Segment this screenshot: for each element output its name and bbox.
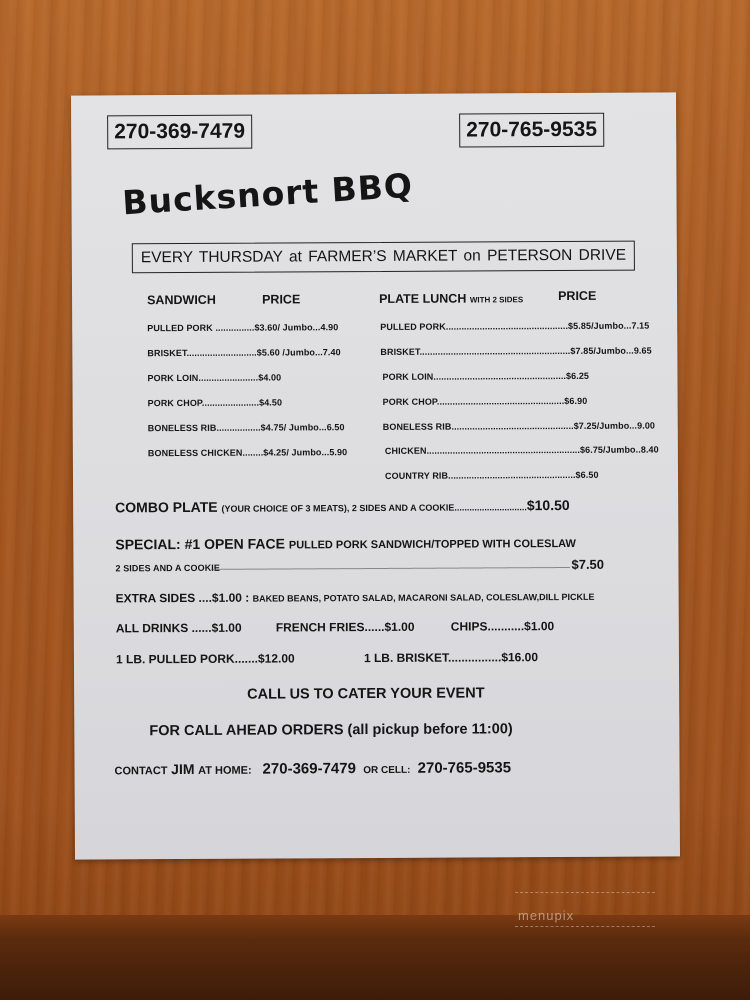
chips-price: CHIPS...........$1.00 bbox=[450, 619, 555, 634]
sandwich-item: PULLED PORK ...............$3.60/ Jumbo...4.90 bbox=[147, 322, 339, 334]
plate-item: BRISKET..........................................................$7.85/Jumbo...9.65 bbox=[380, 345, 652, 357]
combo-line bbox=[115, 497, 570, 515]
contact-home-phone: 270-369-7479 bbox=[262, 760, 356, 778]
sandwich-item: BONELESS CHICKEN........$4.25/ Jumbo...5.90 bbox=[147, 447, 348, 459]
phone-left: 270-369-7479 bbox=[107, 115, 252, 150]
contact-name: JIM bbox=[171, 760, 195, 778]
location-banner: EVERY THURSDAY at FARMER’S MARKET on PETERSON DRIVE bbox=[132, 241, 635, 274]
combo-detail: (YOUR CHOICE OF 3 MEATS), 2 SIDES AND A COOKIE............................. bbox=[221, 502, 527, 514]
sandwich-price-header: PRICE bbox=[262, 292, 301, 307]
plate-lunch-note: WITH 2 SIDES bbox=[469, 295, 524, 305]
special-line bbox=[115, 534, 576, 552]
special-detail: PULLED PORK SANDWICH/TOPPED WITH COLESLAW bbox=[288, 537, 576, 552]
extra-sides-label: EXTRA SIDES ....$1.00 : bbox=[115, 590, 250, 606]
drinks-price: ALL DRINKS ......$1.00 bbox=[115, 620, 242, 636]
contact-label: CONTACT bbox=[114, 765, 168, 778]
plate-lunch-title: PLATE LUNCH bbox=[379, 291, 467, 306]
contact-cell-phone: 270-765-9535 bbox=[417, 759, 512, 777]
special-label: SPECIAL: #1 OPEN FACE bbox=[115, 535, 285, 553]
special-leader-dots bbox=[211, 567, 569, 570]
contact-home-label: AT HOME: bbox=[198, 764, 252, 777]
watermark-rule-bottom bbox=[515, 926, 655, 927]
phone-right: 270-765-9535 bbox=[459, 113, 604, 148]
plate-item: PORK LOIN...................................................$6.25 bbox=[382, 370, 590, 382]
cater-line: CALL US TO CATER YOUR EVENT bbox=[247, 685, 485, 703]
combo-price: $10.50 bbox=[526, 496, 570, 514]
sandwich-item: BONELESS RIB.................$4.75/ Jumbo...6.50 bbox=[147, 422, 345, 434]
sandwich-item: PORK LOIN.......................$4.00 bbox=[147, 372, 282, 384]
extra-sides-detail: BAKED BEANS, POTATO SALAD, MACARONI SALAD, COLESLAW,DILL PICKLE bbox=[252, 591, 595, 604]
table-edge bbox=[0, 915, 750, 1000]
special-price: $7.50 bbox=[571, 556, 605, 572]
fries-price: FRENCH FRIES......$1.00 bbox=[275, 619, 415, 635]
sandwich-item: PORK CHOP......................$4.50 bbox=[147, 397, 283, 409]
call-ahead-line: FOR CALL AHEAD ORDERS (all pickup before 11:00) bbox=[149, 721, 513, 740]
extra-sides-line bbox=[116, 589, 595, 606]
plate-item: BONELESS RIB...............................................$7.25/Jumbo...9.00 bbox=[382, 420, 656, 432]
plate-lunch-header bbox=[379, 291, 523, 306]
lb-pork-price: 1 LB. PULLED PORK.......$12.00 bbox=[115, 651, 295, 667]
contact-line bbox=[114, 759, 511, 778]
watermark: menupix bbox=[518, 908, 575, 923]
plate-item: CHICKEN...........................................................$6.75/Jumbo..8.40 bbox=[384, 444, 659, 456]
sandwich-header: SANDWICH bbox=[147, 292, 216, 308]
contact-cell-label: OR CELL: bbox=[363, 764, 411, 777]
combo-label: COMBO PLATE bbox=[115, 498, 218, 516]
sandwich-item: BRISKET...........................$5.60 /Jumbo...7.40 bbox=[147, 347, 341, 359]
plate-item: PORK CHOP.................................................$6.90 bbox=[382, 395, 588, 407]
special-line2: 2 SIDES AND A COOKIE bbox=[115, 562, 221, 574]
plate-lunch-price-header: PRICE bbox=[558, 288, 597, 304]
plate-item: PULLED PORK...............................................$5.85/Jumbo...7.15 bbox=[380, 320, 650, 332]
watermark-rule-top bbox=[515, 892, 655, 893]
lb-brisket-price: 1 LB. BRISKET................$16.00 bbox=[363, 650, 539, 666]
restaurant-title: Bucksnort BBQ bbox=[121, 165, 414, 223]
plate-item: COUNTRY RIB.................................................$6.50 bbox=[384, 469, 599, 481]
menu-flyer bbox=[71, 92, 680, 859]
